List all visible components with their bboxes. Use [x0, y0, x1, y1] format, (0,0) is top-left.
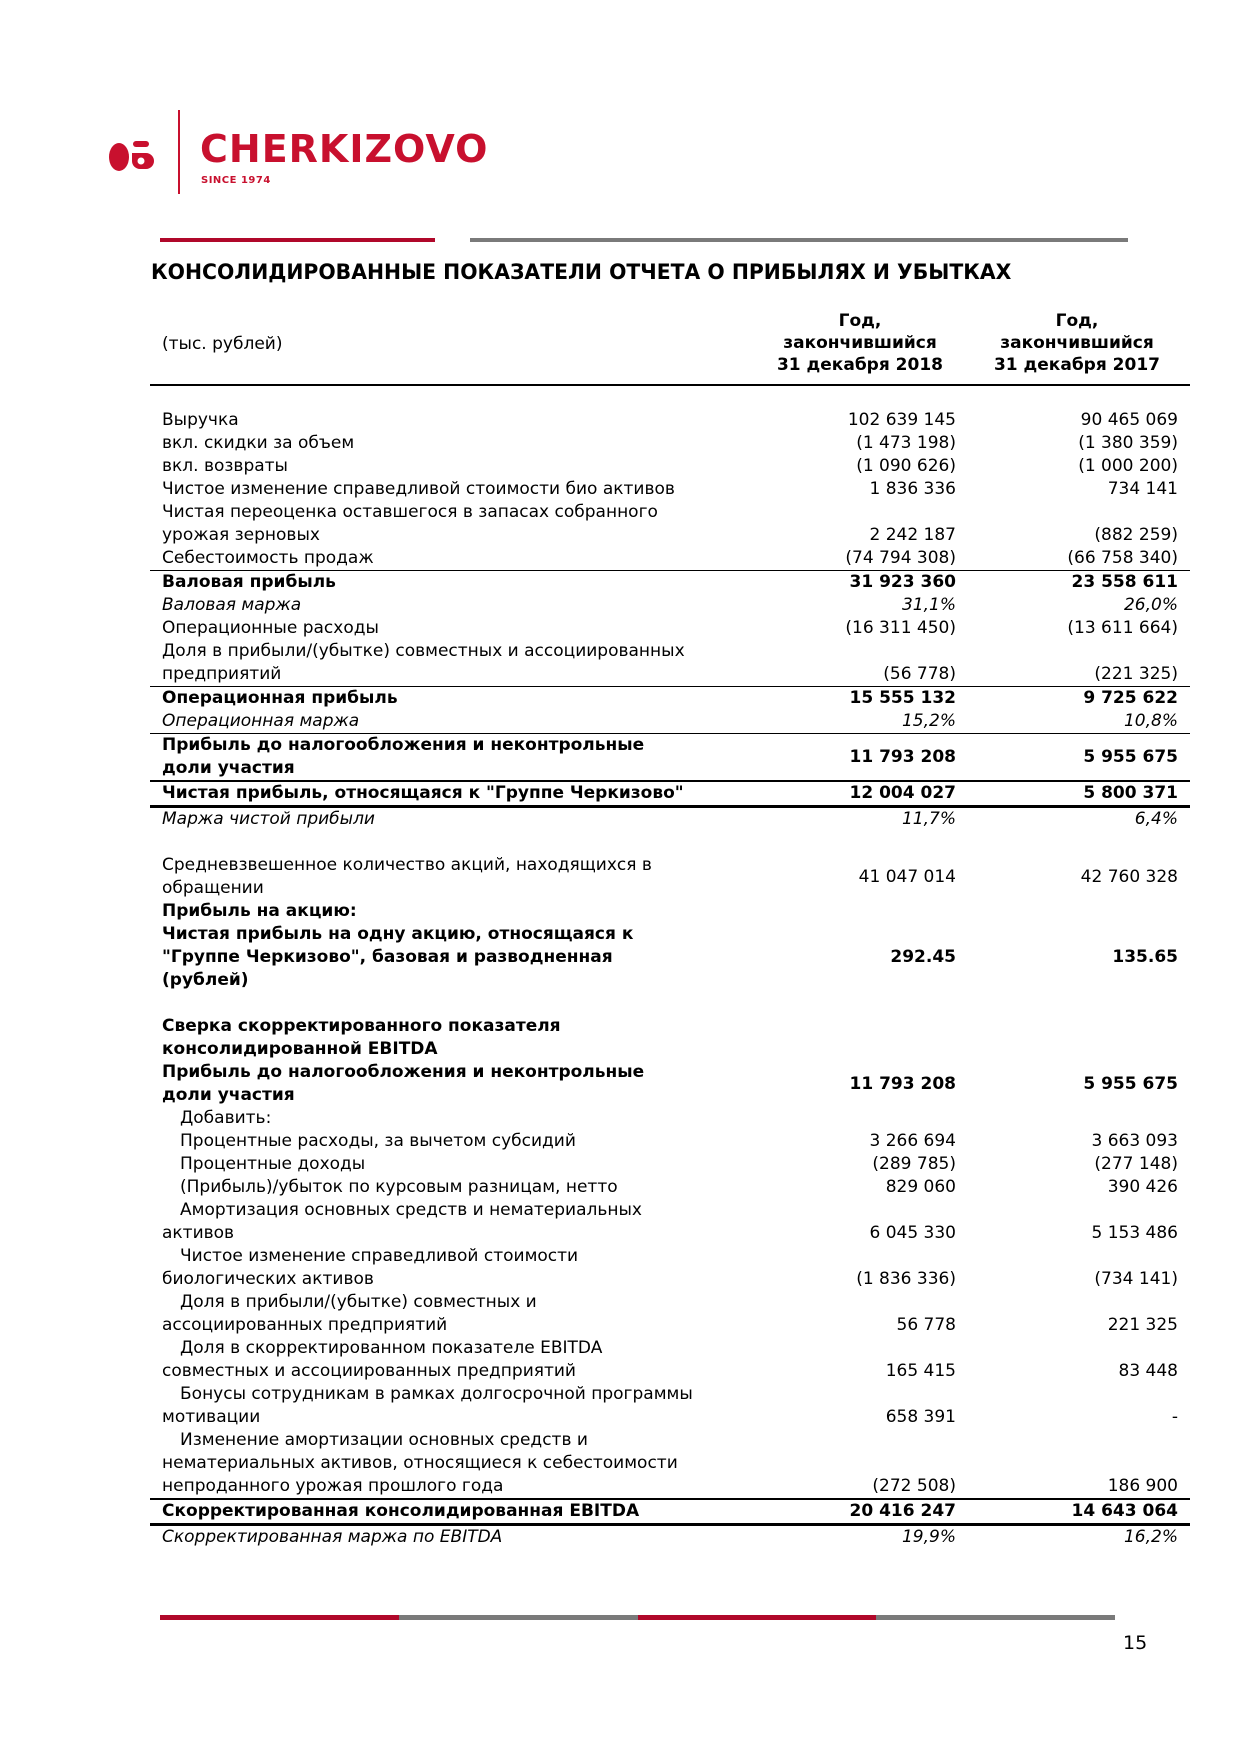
value-2018 — [750, 1107, 956, 1130]
value-2018: 829 060 — [885, 1177, 956, 1197]
table-row-adjusted-ebitda — [150, 1498, 1190, 1526]
footer-rule — [160, 1615, 1115, 1620]
footer-rule-grey — [399, 1615, 638, 1620]
row-label: Прибыль на акцию: — [162, 901, 357, 921]
value-2017: (882 259) — [1094, 525, 1178, 545]
unit-label: (тыс. рублей) — [162, 334, 283, 354]
value-2017 — [956, 1015, 1178, 1061]
row-label-line: Прибыль до налогообложения и неконтрольные — [162, 735, 645, 755]
value-2017: 221 325 — [1107, 1315, 1178, 1335]
row-label-line: Сверка скорректированного показателя — [162, 1016, 561, 1036]
column-header-line: 31 декабря 2017 — [993, 355, 1161, 375]
table-row — [150, 1337, 1190, 1383]
column-header-line: 31 декабря 2018 — [776, 355, 944, 375]
table-row-total — [150, 733, 1190, 780]
value-2018: (1 836 336) — [856, 1269, 956, 1289]
value-2018: 3 266 694 — [869, 1131, 956, 1151]
row-label: Операционная прибыль — [162, 688, 398, 708]
value-2018: 19,9% — [901, 1527, 956, 1547]
income-statement-table — [150, 310, 1190, 1549]
row-label: Валовая маржа — [162, 595, 302, 615]
value-2017: 390 426 — [1107, 1177, 1178, 1197]
table-row-section — [150, 1015, 1190, 1061]
value-2018: 11 793 208 — [849, 746, 956, 767]
logo-divider — [178, 110, 180, 194]
row-label-line: (рублей) — [162, 970, 249, 990]
spacer — [150, 831, 1190, 854]
value-2017: 5 153 486 — [1091, 1223, 1178, 1243]
value-2017: 83 448 — [1118, 1361, 1178, 1381]
value-2018: (74 794 308) — [845, 548, 956, 568]
row-label-line: Доля в скорректированном показателе EBITDA — [180, 1338, 603, 1358]
column-header-2017 — [972, 310, 1182, 376]
column-header-line: закончившийся — [783, 333, 937, 353]
row-label-line: Чистая переоценка оставшегося в запасах собранного — [162, 502, 658, 522]
table-row — [150, 432, 1190, 455]
value-2017: 135.65 — [1112, 947, 1178, 967]
row-label: Операционные расходы — [162, 618, 379, 638]
row-label-line: совместных и ассоциированных предприятий — [162, 1361, 576, 1381]
table-row — [150, 1107, 1190, 1130]
value-2018: 658 391 — [885, 1407, 956, 1427]
table-row-margin — [150, 594, 1190, 617]
row-label: (Прибыль)/убыток по курсовым разницам, нетто — [180, 1177, 618, 1197]
row-label — [150, 1429, 750, 1498]
row-label: Чистое изменение справедливой стоимости био активов — [162, 479, 675, 499]
value-2018: (289 785) — [872, 1154, 956, 1174]
table-row — [150, 409, 1190, 432]
table-row-net-income — [150, 780, 1190, 808]
column-header-2018 — [755, 310, 965, 376]
row-label-line: обращении — [162, 878, 264, 898]
row-label-line: мотивации — [162, 1407, 261, 1427]
table-row — [150, 1383, 1190, 1429]
value-2017: 734 141 — [1107, 479, 1178, 499]
page-number: 15 — [1123, 1632, 1148, 1654]
row-label-line: ассоциированных предприятий — [162, 1315, 448, 1335]
row-label: Скорректированная консолидированная EBITDA — [162, 1501, 640, 1521]
value-2018: 6 045 330 — [869, 1223, 956, 1243]
table-row-total — [150, 686, 1190, 710]
value-2017: (221 325) — [1094, 664, 1178, 684]
row-label-line: Средневзвешенное количество акций, находящихся в — [162, 855, 652, 875]
row-label — [150, 501, 750, 547]
row-label — [150, 640, 750, 686]
value-2017 — [956, 900, 1178, 923]
row-label: Операционная маржа — [162, 711, 360, 731]
value-2017: 90 465 069 — [1080, 410, 1178, 430]
row-label-line: Бонусы сотрудникам в рамках долгосрочной программы — [180, 1384, 693, 1404]
value-2018: 20 416 247 — [849, 1501, 956, 1521]
row-label-line: биологических активов — [162, 1269, 374, 1289]
value-2017: (13 611 664) — [1067, 618, 1178, 638]
row-label-line: нематериальных активов, относящиеся к себестоимости — [162, 1453, 678, 1473]
table-row — [150, 1199, 1190, 1245]
value-2018 — [750, 1015, 956, 1061]
value-2017: 42 760 328 — [1080, 866, 1178, 887]
row-label: Добавить: — [180, 1108, 272, 1128]
table-row — [150, 547, 1190, 570]
table-row-total — [150, 570, 1190, 594]
spacer — [150, 386, 1190, 409]
value-2018: 15,2% — [901, 711, 956, 731]
value-2017: 5 800 371 — [1083, 783, 1178, 803]
value-2017: 14 643 064 — [1071, 1501, 1178, 1521]
table-row — [150, 854, 1190, 900]
row-label — [150, 1383, 750, 1429]
value-2018: (16 311 450) — [845, 618, 956, 638]
table-row-margin — [150, 1526, 1190, 1549]
value-2017: (734 141) — [1094, 1269, 1178, 1289]
column-header-line: закончившийся — [1000, 333, 1154, 353]
footer-rule-red — [638, 1615, 877, 1620]
value-2018 — [750, 900, 956, 923]
footer-rule-red — [160, 1615, 399, 1620]
table-row — [150, 1429, 1190, 1498]
cherkizovo-mark-icon — [108, 138, 156, 174]
value-2017: 5 955 675 — [1083, 1073, 1178, 1094]
header-rule-grey — [470, 238, 1128, 242]
row-label-line: Чистая прибыль на одну акцию, относящаяся к — [162, 924, 634, 944]
value-2017: 10,8% — [1123, 711, 1178, 731]
footer-rule-grey — [876, 1615, 1115, 1620]
value-2017: 3 663 093 — [1091, 1131, 1178, 1151]
row-label — [150, 1199, 750, 1245]
row-label-line: Доля в прибыли/(убытке) совместных и — [180, 1292, 537, 1312]
value-2018: 1 836 336 — [869, 479, 956, 499]
table-row-margin — [150, 710, 1190, 733]
value-2018: 292.45 — [890, 947, 956, 967]
row-label — [150, 1337, 750, 1383]
table-row — [150, 1153, 1190, 1176]
value-2017: 16,2% — [1123, 1527, 1178, 1547]
row-label: Процентные доходы — [180, 1154, 366, 1174]
row-label-line: Амортизация основных средств и нематериальных — [180, 1200, 642, 1220]
value-2018: (272 508) — [872, 1476, 956, 1496]
column-header-line: Год, — [1055, 311, 1099, 331]
row-label: Себестоимость продаж — [162, 548, 374, 568]
row-label: Маржа чистой прибыли — [162, 809, 375, 829]
value-2018: 11 793 208 — [849, 1073, 956, 1094]
value-2018: 41 047 014 — [858, 866, 956, 887]
row-label-line: доли участия — [162, 758, 295, 778]
value-2017: 9 725 622 — [1083, 688, 1178, 708]
spacer — [150, 992, 1190, 1015]
row-label-line: консолидированной EBITDA — [162, 1039, 438, 1059]
value-2018: 12 004 027 — [849, 783, 956, 803]
row-label: Выручка — [162, 410, 239, 430]
row-label — [150, 923, 750, 992]
header-rule — [160, 238, 1128, 242]
company-logo — [108, 110, 508, 194]
row-label-line: активов — [162, 1223, 235, 1243]
value-2018: (1 090 626) — [856, 456, 956, 476]
value-2017: 6,4% — [1134, 809, 1178, 829]
table-header — [150, 310, 1190, 386]
value-2017: (1 380 359) — [1078, 433, 1178, 453]
value-2017: 26,0% — [1123, 595, 1178, 615]
value-2018: 56 778 — [896, 1315, 956, 1335]
value-2018: 2 242 187 — [869, 525, 956, 545]
row-label-line: Чистое изменение справедливой стоимости — [180, 1246, 579, 1266]
row-label-line: доли участия — [162, 1085, 295, 1105]
row-label — [150, 854, 750, 900]
value-2018: 31 923 360 — [849, 572, 956, 592]
value-2018: (56 778) — [883, 664, 956, 684]
value-2018: 31,1% — [901, 595, 956, 615]
row-label: Чистая прибыль, относящаяся к "Группе Черкизово" — [162, 783, 684, 803]
row-label — [150, 1245, 750, 1291]
row-label-line: непроданного урожая прошлого года — [162, 1476, 504, 1496]
value-2017: (1 000 200) — [1078, 456, 1178, 476]
value-2017: (66 758 340) — [1067, 548, 1178, 568]
brand-tagline: SINCE 1974 — [201, 175, 271, 186]
row-label-line: Изменение амортизации основных средств и — [180, 1430, 588, 1450]
value-2018: 102 639 145 — [847, 410, 956, 430]
value-2017: - — [1171, 1407, 1178, 1427]
row-label-line: предприятий — [162, 664, 282, 684]
value-2017: 23 558 611 — [1071, 572, 1178, 592]
value-2018: 165 415 — [885, 1361, 956, 1381]
row-label: вкл. возвраты — [162, 456, 288, 476]
row-label — [150, 1015, 750, 1061]
brand-name: CHERKIZOVO — [200, 127, 489, 171]
row-label-line: Прибыль до налогообложения и неконтрольные — [162, 1062, 645, 1082]
row-label — [150, 734, 750, 780]
page-title: КОНСОЛИДИРОВАННЫЕ ПОКАЗАТЕЛИ ОТЧЕТА О ПРИБЫЛЯХ И УБЫТКАХ — [151, 260, 1012, 284]
table-row-margin — [150, 808, 1190, 831]
table-row — [150, 1291, 1190, 1337]
table-row — [150, 1245, 1190, 1291]
table-row — [150, 1176, 1190, 1199]
value-2017: 186 900 — [1107, 1476, 1178, 1496]
table-row — [150, 478, 1190, 501]
row-label-line: "Группе Черкизово", базовая и разводненная — [162, 947, 613, 967]
table-row — [150, 1130, 1190, 1153]
value-2018: 11,7% — [901, 809, 956, 829]
table-row-eps — [150, 923, 1190, 992]
table-row — [150, 501, 1190, 547]
table-row — [150, 455, 1190, 478]
row-label: Валовая прибыль — [162, 572, 336, 592]
row-label: вкл. скидки за объем — [162, 433, 355, 453]
row-label: Процентные расходы, за вычетом субсидий — [180, 1131, 576, 1151]
table-row — [150, 1061, 1190, 1107]
row-label-line: урожая зерновых — [162, 525, 320, 545]
header-rule-red — [160, 238, 435, 242]
table-row — [150, 640, 1190, 686]
row-label — [150, 1291, 750, 1337]
value-2017 — [956, 1107, 1178, 1130]
table-row-section — [150, 900, 1190, 923]
table-row — [150, 617, 1190, 640]
row-label-line: Доля в прибыли/(убытке) совместных и ассоциированных — [162, 641, 685, 661]
value-2018: (1 473 198) — [856, 433, 956, 453]
value-2017: (277 148) — [1094, 1154, 1178, 1174]
value-2018: 15 555 132 — [849, 688, 956, 708]
value-2017: 5 955 675 — [1083, 746, 1178, 767]
row-label — [150, 1061, 750, 1107]
row-label: Скорректированная маржа по EBITDA — [162, 1527, 503, 1547]
column-header-line: Год, — [838, 311, 882, 331]
